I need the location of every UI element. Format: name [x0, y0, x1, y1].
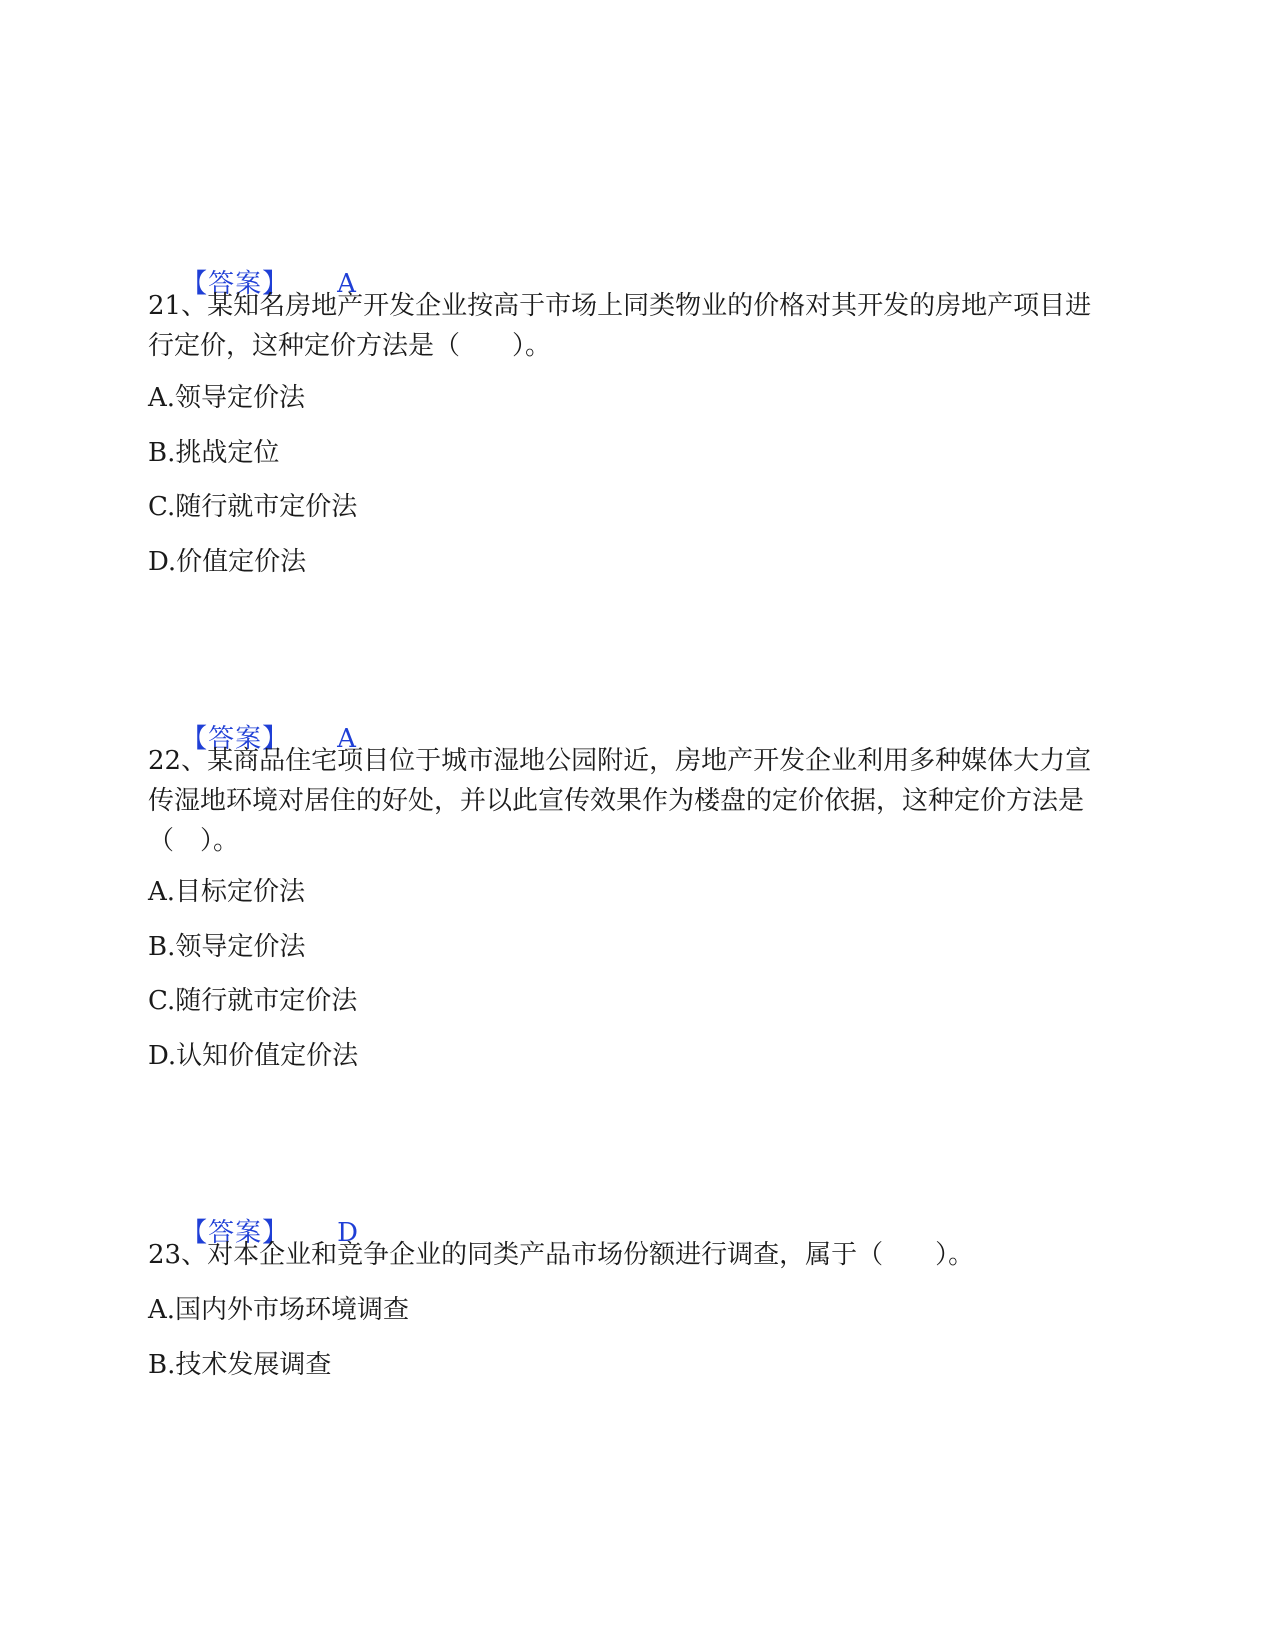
answer-value: D — [337, 1218, 358, 1248]
question-23 — [148, 1235, 1108, 1275]
option-a: A.国内外市场环境调查 — [148, 1295, 410, 1325]
options-22 — [148, 876, 1108, 1076]
option-c: C.随行就市定价法 — [148, 492, 358, 522]
question-text: 21、某知名房地产开发企业按高于市场上同类物业的价格对其开发的房地产项目进行定价，这种定价方法是（ ）。 — [148, 291, 1092, 361]
options-21 — [148, 382, 1108, 582]
question-text: 22、某商品住宅项目位于城市湿地公园附近，房地产开发企业利用多种媒体大力宣传湿地环境对居住的好处，并以此宣传效果作为楼盘的定价依据，这种定价方法是（ ）。 — [148, 746, 1092, 856]
question-21 — [148, 286, 1108, 366]
question-22 — [148, 741, 1108, 861]
option-d: D.价值定价法 — [148, 547, 307, 577]
option-b: B.领导定价法 — [148, 932, 306, 962]
answer-value: A — [337, 269, 356, 299]
option-d: D.认知价值定价法 — [148, 1041, 359, 1071]
answer-value: A — [337, 724, 356, 754]
answer-label: 【答案】 — [181, 1218, 290, 1248]
option-b: B.挑战定位 — [148, 438, 280, 468]
option-c: C.随行就市定价法 — [148, 986, 358, 1016]
question-text: 23、对本企业和竞争企业的同类产品市场份额进行调查，属于（ ）。 — [148, 1240, 975, 1270]
options-23 — [148, 1294, 1108, 1394]
option-b: B.技术发展调查 — [148, 1350, 332, 1380]
answer-label: 【答案】 — [181, 269, 290, 299]
answer-label: 【答案】 — [181, 724, 290, 754]
option-a: A.目标定价法 — [148, 877, 306, 907]
option-a: A.领导定价法 — [148, 383, 306, 413]
